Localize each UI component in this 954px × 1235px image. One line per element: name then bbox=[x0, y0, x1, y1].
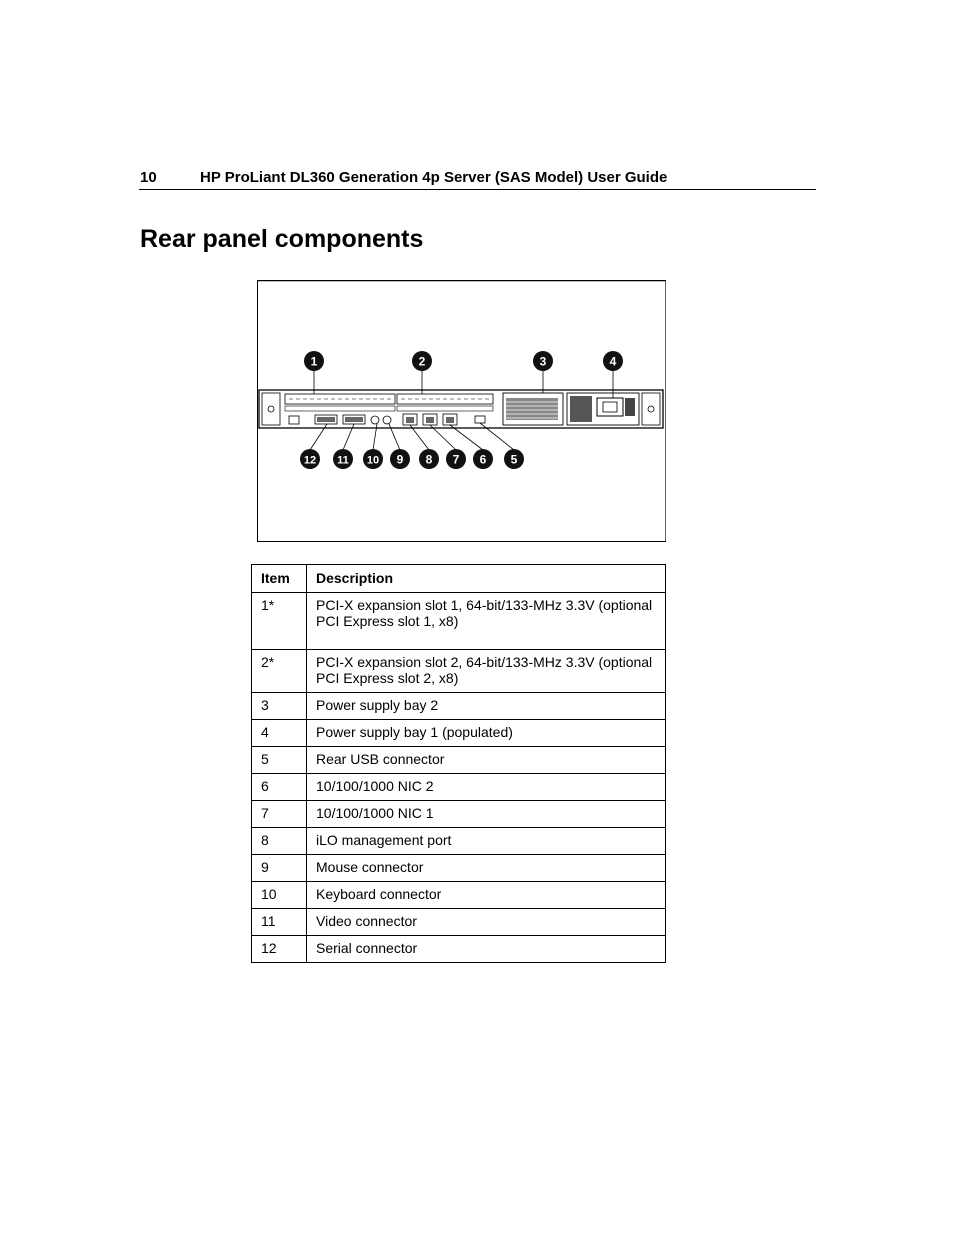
callout-top-4 bbox=[603, 351, 623, 371]
svg-text:6: 6 bbox=[479, 452, 487, 467]
column-header-description: Description bbox=[307, 565, 666, 593]
table-row bbox=[252, 801, 666, 828]
item-cell: 12 bbox=[252, 936, 307, 963]
svg-text:7: 7 bbox=[452, 452, 460, 467]
callout-top-2 bbox=[412, 351, 432, 371]
item-cell: 7 bbox=[252, 801, 307, 828]
column-header-item: Item bbox=[252, 565, 307, 593]
table-header-row bbox=[252, 565, 666, 593]
item-cell: 11 bbox=[252, 909, 307, 936]
svg-text:12: 12 bbox=[303, 454, 317, 467]
table-row bbox=[252, 936, 666, 963]
description-cell: Power supply bay 1 (populated) bbox=[307, 720, 666, 747]
callout-bottom-11 bbox=[333, 449, 353, 469]
guide-title: HP ProLiant DL360 Generation 4p Server (SAS Model) User Guide bbox=[200, 169, 668, 186]
callout-bottom-6 bbox=[473, 449, 493, 469]
item-cell: 3 bbox=[252, 693, 307, 720]
table-row bbox=[252, 720, 666, 747]
table-row bbox=[252, 855, 666, 882]
description-cell: 10/100/1000 NIC 2 bbox=[307, 774, 666, 801]
table-row bbox=[252, 909, 666, 936]
svg-text:3: 3 bbox=[539, 354, 547, 369]
callout-bottom-8 bbox=[419, 449, 439, 469]
item-cell: 8 bbox=[252, 828, 307, 855]
svg-text:4: 4 bbox=[609, 354, 617, 369]
rear-panel-figure bbox=[257, 280, 666, 542]
svg-text:1: 1 bbox=[310, 354, 318, 369]
svg-text:2: 2 bbox=[418, 354, 426, 369]
callout-bottom-7 bbox=[446, 449, 466, 469]
item-cell: 9 bbox=[252, 855, 307, 882]
description-cell: iLO management port bbox=[307, 828, 666, 855]
description-cell: 10/100/1000 NIC 1 bbox=[307, 801, 666, 828]
svg-text:11: 11 bbox=[337, 454, 349, 467]
item-cell: 5 bbox=[252, 747, 307, 774]
table-row bbox=[252, 693, 666, 720]
description-cell: Video connector bbox=[307, 909, 666, 936]
description-cell: Mouse connector bbox=[307, 855, 666, 882]
table-row bbox=[252, 593, 666, 650]
page-header bbox=[139, 168, 816, 190]
table-row bbox=[252, 650, 666, 693]
callout-bottom-10 bbox=[363, 449, 383, 469]
description-cell: Keyboard connector bbox=[307, 882, 666, 909]
rear-panel-illustration bbox=[257, 280, 666, 542]
table-row bbox=[252, 774, 666, 801]
description-cell: PCI-X expansion slot 1, 64-bit/133-MHz 3.3V (optional PCI Express slot 1, x8) bbox=[307, 593, 666, 650]
svg-text:8: 8 bbox=[425, 452, 433, 467]
table-row bbox=[252, 828, 666, 855]
components-table bbox=[251, 564, 666, 963]
table-row bbox=[252, 747, 666, 774]
item-cell: 1* bbox=[252, 593, 307, 650]
callout-bottom-12 bbox=[300, 449, 320, 469]
item-cell: 4 bbox=[252, 720, 307, 747]
description-cell: Power supply bay 2 bbox=[307, 693, 666, 720]
page-number: 10 bbox=[140, 169, 157, 186]
description-cell: Rear USB connector bbox=[307, 747, 666, 774]
callout-top-3 bbox=[533, 351, 553, 371]
description-cell: PCI-X expansion slot 2, 64-bit/133-MHz 3.3V (optional PCI Express slot 2, x8) bbox=[307, 650, 666, 693]
callout-bottom-5 bbox=[504, 449, 524, 469]
callout-top-1 bbox=[304, 351, 324, 371]
svg-text:9: 9 bbox=[396, 452, 404, 467]
svg-text:10: 10 bbox=[366, 454, 380, 467]
svg-text:5: 5 bbox=[510, 452, 518, 467]
item-cell: 6 bbox=[252, 774, 307, 801]
callout-bottom-9 bbox=[390, 449, 410, 469]
table-row bbox=[252, 882, 666, 909]
item-cell: 10 bbox=[252, 882, 307, 909]
section-heading: Rear panel components bbox=[140, 225, 424, 253]
description-cell: Serial connector bbox=[307, 936, 666, 963]
item-cell: 2* bbox=[252, 650, 307, 693]
